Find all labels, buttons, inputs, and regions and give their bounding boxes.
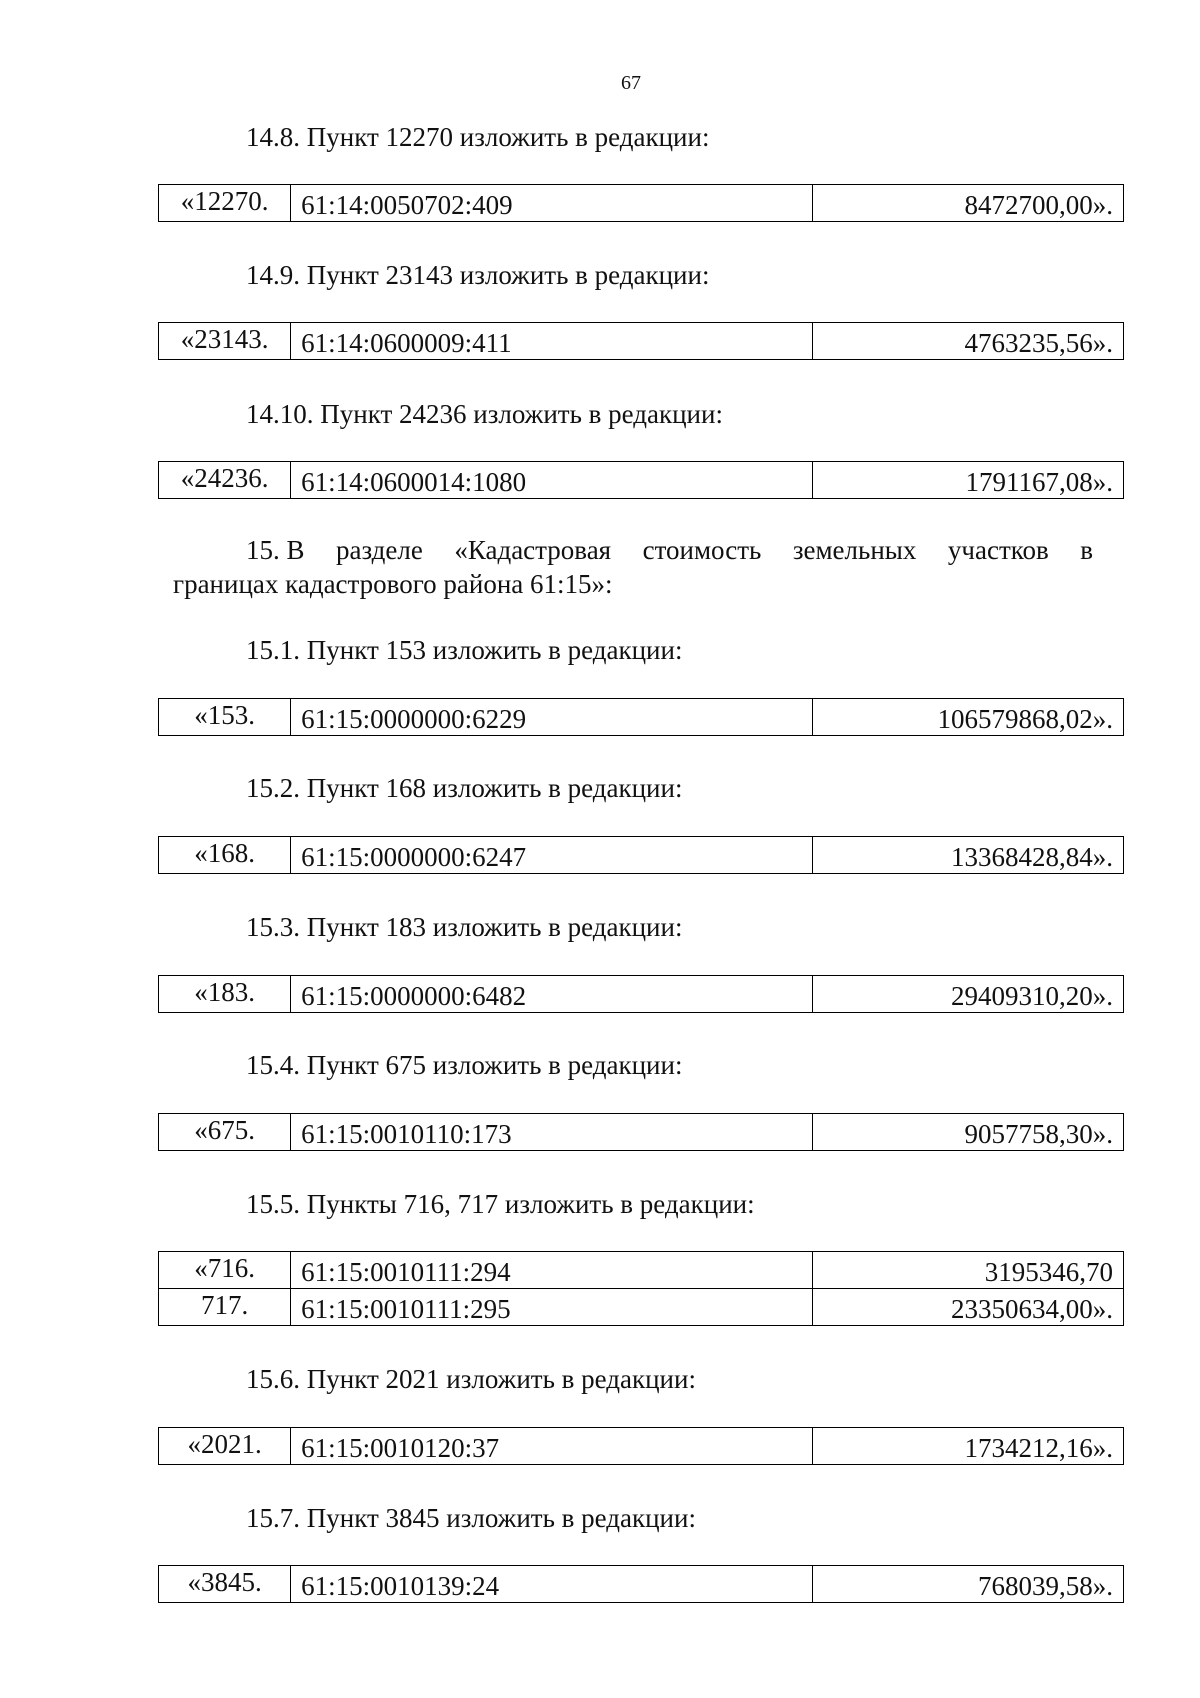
table-row — [159, 1428, 1124, 1465]
cadastral-value-cell: 768039,58». — [812, 1566, 1123, 1603]
data-table — [158, 1251, 1124, 1326]
section-heading: 15.6. Пункт 2021 изложить в редакции: — [246, 1364, 696, 1394]
cadastral-number-cell: 61:14:0050702:409 — [291, 185, 813, 222]
data-table — [158, 836, 1124, 874]
section-heading: 15.3. Пункт 183 изложить в редакции: — [246, 912, 683, 942]
item-number-cell: «24236. — [159, 462, 291, 499]
intro-word: стоимость — [642, 535, 762, 565]
data-table — [158, 322, 1124, 360]
cadastral-value-cell: 1791167,08». — [812, 462, 1123, 499]
cadastral-number-cell: 61:15:0000000:6247 — [291, 837, 813, 874]
section-heading: 15.4. Пункт 675 изложить в редакции: — [246, 1050, 683, 1080]
cadastral-value-cell: 29409310,20». — [812, 976, 1123, 1013]
cadastral-number-cell: 61:14:0600014:1080 — [291, 462, 813, 499]
intro-line-2: границах кадастрового района 61:15»: — [173, 569, 613, 599]
data-table — [158, 975, 1124, 1013]
table-row — [159, 1252, 1124, 1289]
section-heading: 14.8. Пункт 12270 изложить в редакции: — [246, 122, 710, 152]
cadastral-value-cell: 9057758,30». — [812, 1114, 1123, 1151]
table-row — [159, 1566, 1124, 1603]
cadastral-number-cell: 61:15:0010139:24 — [291, 1566, 813, 1603]
section-heading: 14.10. Пункт 24236 изложить в редакции: — [246, 399, 723, 429]
cadastral-value-cell: 1734212,16». — [812, 1428, 1123, 1465]
data-table — [158, 1113, 1124, 1151]
table-row — [159, 976, 1124, 1013]
cadastral-number-cell: 61:15:0010111:294 — [291, 1252, 813, 1289]
intro-word: разделе — [336, 535, 423, 565]
table-row — [159, 837, 1124, 874]
section-heading: 15.1. Пункт 153 изложить в редакции: — [246, 635, 683, 665]
item-number-cell: «675. — [159, 1114, 291, 1151]
data-table — [158, 461, 1124, 499]
cadastral-number-cell: 61:15:0010120:37 — [291, 1428, 813, 1465]
cadastral-number-cell: 61:15:0010110:173 — [291, 1114, 813, 1151]
data-table — [158, 698, 1124, 736]
cadastral-value-cell: 4763235,56». — [812, 323, 1123, 360]
table-row — [159, 323, 1124, 360]
cadastral-number-cell: 61:15:0000000:6229 — [291, 699, 813, 736]
intro-word: «Кадастровая — [454, 535, 612, 565]
cadastral-value-cell: 23350634,00». — [812, 1289, 1123, 1326]
table-row — [159, 185, 1124, 222]
item-number-cell: «3845. — [159, 1566, 291, 1603]
intro-word: в — [1080, 535, 1093, 565]
intro-word: земельных — [792, 535, 917, 565]
item-number-cell: «168. — [159, 837, 291, 874]
table-row — [159, 699, 1124, 736]
data-table — [158, 1427, 1124, 1465]
page-number: 67 — [621, 72, 641, 94]
cadastral-value-cell: 8472700,00». — [812, 185, 1123, 222]
cadastral-value-cell: 13368428,84». — [812, 837, 1123, 874]
item-number-cell: «2021. — [159, 1428, 291, 1465]
table-row — [159, 1289, 1124, 1326]
intro-word: 15. В — [246, 535, 305, 565]
section-intro-paragraph — [173, 533, 1093, 601]
item-number-cell: «23143. — [159, 323, 291, 360]
data-table — [158, 1565, 1124, 1603]
intro-line-1 — [173, 533, 1093, 567]
data-table — [158, 184, 1124, 222]
item-number-cell: «716. — [159, 1252, 291, 1289]
table-row — [159, 462, 1124, 499]
item-number-cell: «12270. — [159, 185, 291, 222]
cadastral-value-cell: 3195346,70 — [812, 1252, 1123, 1289]
cadastral-number-cell: 61:14:0600009:411 — [291, 323, 813, 360]
table-row — [159, 1114, 1124, 1151]
section-heading: 14.9. Пункт 23143 изложить в редакции: — [246, 260, 710, 290]
item-number-cell: «153. — [159, 699, 291, 736]
intro-word: участков — [947, 535, 1049, 565]
section-heading: 15.7. Пункт 3845 изложить в редакции: — [246, 1503, 696, 1533]
item-number-cell: 717. — [159, 1289, 291, 1326]
cadastral-value-cell: 106579868,02». — [812, 699, 1123, 736]
section-heading: 15.2. Пункт 168 изложить в редакции: — [246, 773, 683, 803]
cadastral-number-cell: 61:15:0010111:295 — [291, 1289, 813, 1326]
cadastral-number-cell: 61:15:0000000:6482 — [291, 976, 813, 1013]
item-number-cell: «183. — [159, 976, 291, 1013]
section-heading: 15.5. Пункты 716, 717 изложить в редакции: — [246, 1189, 755, 1219]
